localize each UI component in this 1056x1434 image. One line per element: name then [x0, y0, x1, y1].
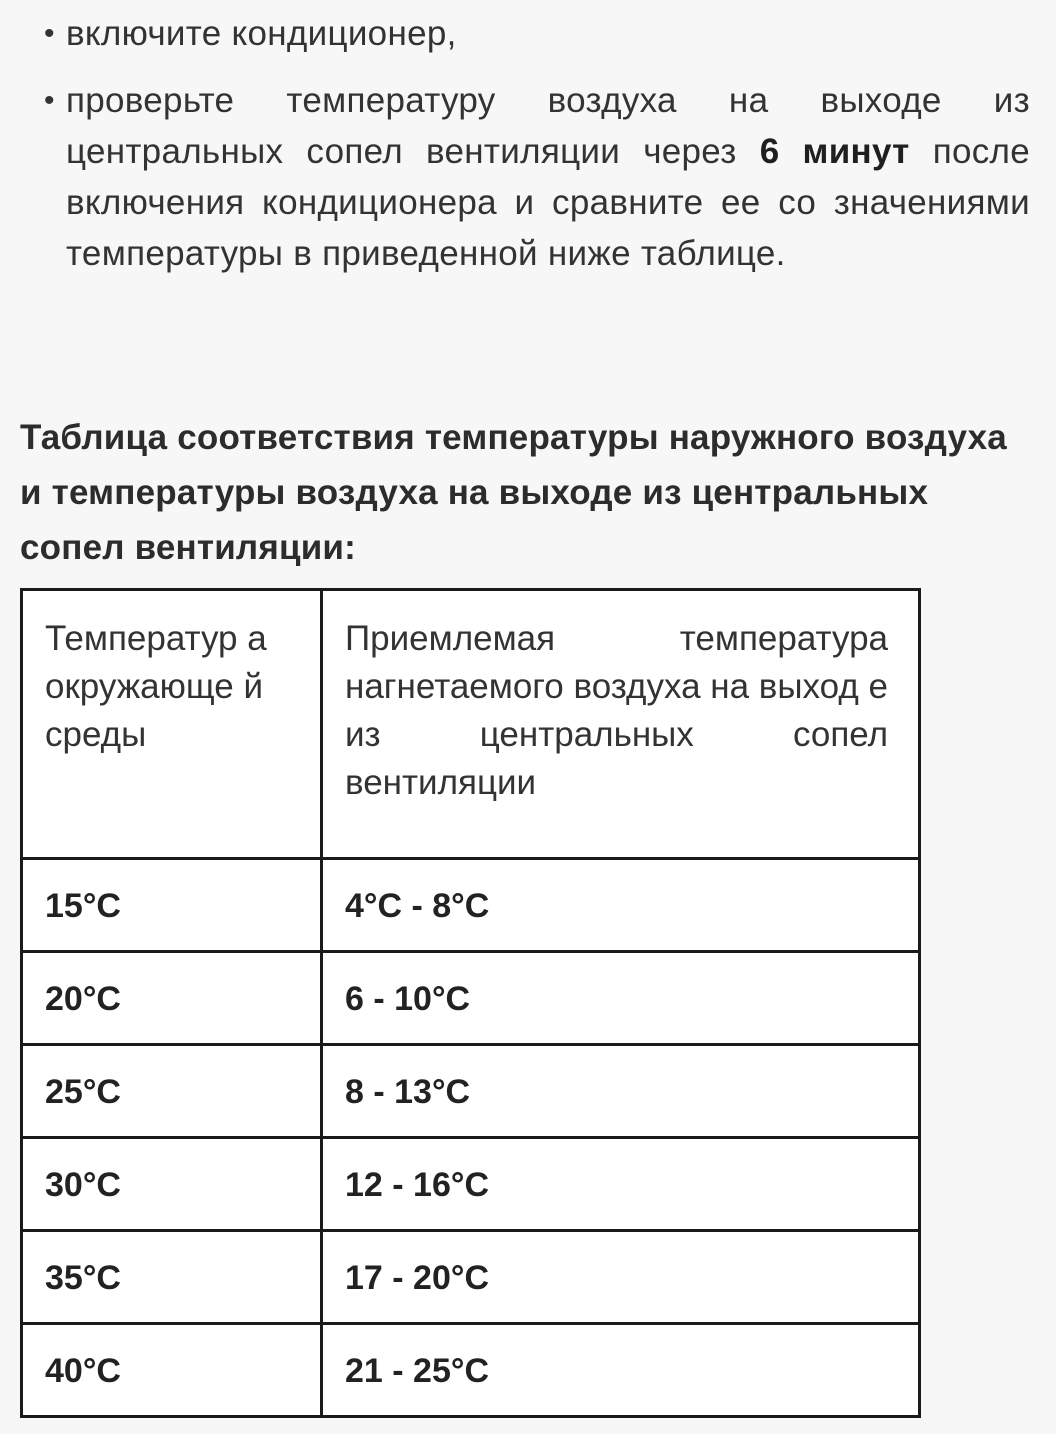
table-row — [22, 1231, 920, 1324]
instruction-text: включите кондиционер, — [66, 14, 457, 53]
list-item — [44, 75, 1030, 279]
bullet-mark: • — [44, 84, 55, 117]
outlet-temp-cell: 17 - 20°C — [322, 1231, 920, 1324]
table-header-row — [22, 590, 920, 859]
ambient-temp-cell: 20°C — [22, 952, 322, 1045]
table-row — [22, 859, 920, 952]
bullet-mark: • — [44, 17, 55, 50]
table-row — [22, 952, 920, 1045]
outlet-temp-cell: 8 - 13°C — [322, 1045, 920, 1138]
column-header-ambient: Температур а окружающе й среды — [22, 590, 322, 859]
ambient-temp-cell: 35°C — [22, 1231, 322, 1324]
instruction-text-after: после включения кондиционера и сравните ее со значениями температуры в приведенной ниже таблице. — [66, 132, 1030, 273]
outlet-temp-cell: 12 - 16°C — [322, 1138, 920, 1231]
outlet-temp-cell: 21 - 25°C — [322, 1324, 920, 1417]
ambient-temp-cell: 30°C — [22, 1138, 322, 1231]
table-row — [22, 1045, 920, 1138]
instruction-text — [66, 75, 1030, 279]
instruction-text-before: проверьте температуру воздуха на выходе из центральных сопел вентиляции через — [66, 81, 1030, 171]
column-header-outlet: Приемлемая температура нагнетаемого воздуха на выход е из центральных сопел вентиляции — [322, 590, 920, 859]
ambient-temp-cell: 40°C — [22, 1324, 322, 1417]
temperature-table — [20, 588, 918, 1418]
ambient-temp-cell: 25°C — [22, 1045, 322, 1138]
instruction-list — [44, 8, 1030, 279]
table-title: Таблица соответствия температуры наружного воздуха и температуры воздуха на выходе из центральных сопел вентиляции: — [20, 418, 1007, 567]
table-row — [22, 1324, 920, 1417]
ambient-temp-cell: 15°C — [22, 859, 322, 952]
instruction-bold-duration: 6 минут — [759, 132, 910, 171]
outlet-temp-cell: 4°C - 8°C — [322, 859, 920, 952]
list-item — [44, 8, 1030, 59]
outlet-temp-cell: 6 - 10°C — [322, 952, 920, 1045]
table-row — [22, 1138, 920, 1231]
